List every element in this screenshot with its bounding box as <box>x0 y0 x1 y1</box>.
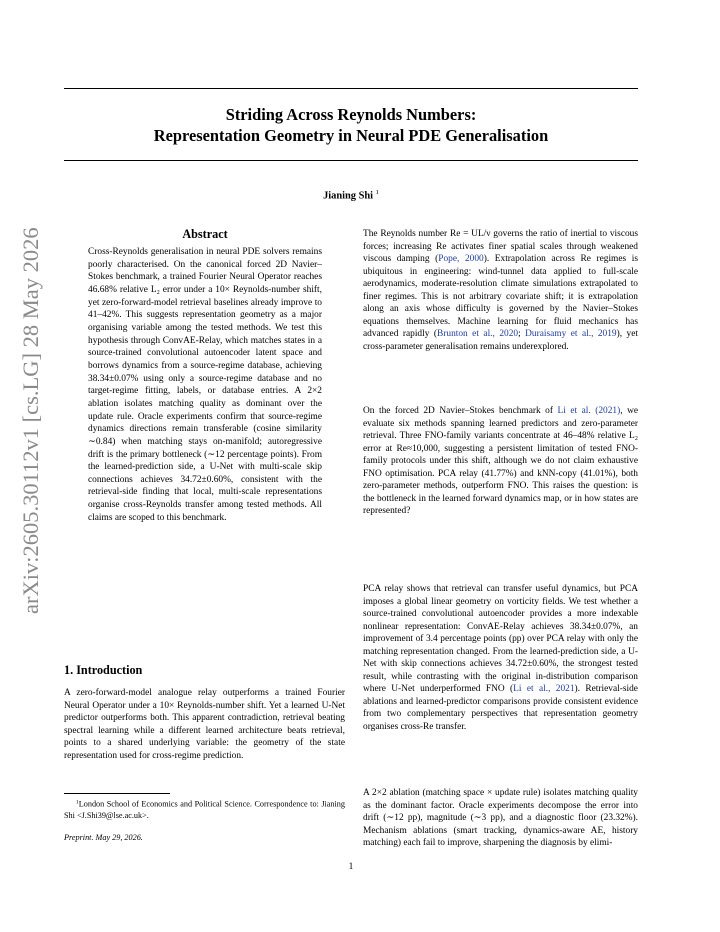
introduction-heading: 1. Introduction <box>64 663 143 677</box>
paragraph-text: PCA relay shows that retrieval can transfer useful dynamics, but PCA imposes a global linear geometry on vorticity fields. We test whether a source-trained convolutional autoencoder provides a more indexable nonlinear representation: ConvAE-Relay achieves 38.34±0.07%, an improvement of 3.4 percentage points (pp) over PCA relay with only the matching representation changed. From the learned-prediction side, a U-Net with skip connections achieves 34.72±0.60%, the strongest tested result, while contrasting with the original in-distribution comparison where U-Net underperformed FNO ( <box>363 584 638 695</box>
abstract-heading: Abstract <box>182 227 228 241</box>
paragraph-text: On the forced 2D Navier–Stokes benchmark of <box>363 406 558 416</box>
title-line-1: Striding Across Reynolds Numbers: <box>225 105 477 124</box>
paragraph-text: The Reynolds number Re = UL/ν governs the ratio of inertial to viscous forces; increasing Re activates finer spatial scales through weakened viscous damping ( <box>363 229 638 265</box>
paragraph-text: ). Extrapolation across Re regimes is ubiquitous in engineering: wind-tunnel data applied to full-scale aerodynamics, moderate-resolution climate simulations extrapolated to finer regimes. This is not arbitrary covariate shift; it is extrapolation along an axis whose difficulty is governed by the Navier–Stokes equations themselves. Machine learning for fluid mechanics has advanced rapidly ( <box>363 254 639 340</box>
introduction-paragraph-2 <box>363 405 638 518</box>
paragraph-text: ). Retrieval-side ablations and learned-predictor comparisons provide consistent evidence from two complementary perspectives that representation geometry organises cross-Re transfer. <box>363 684 638 733</box>
footnote-rule <box>64 793 170 794</box>
citation-link[interactable]: Pope, 2000 <box>438 254 484 265</box>
author-line <box>64 189 638 201</box>
title-bottom-rule <box>64 160 638 161</box>
page-number: 1 <box>348 862 354 872</box>
footnote-text: London School of Economics and Political Science. Correspondence to: Jianing Shi <J.Shi39@lse.ac.uk>. <box>64 799 345 820</box>
paragraph-text: ), yet cross-parameter generalisation remains underexplored. <box>363 329 639 352</box>
author-name: Jianing Shi <box>323 190 374 202</box>
introduction-paragraph-3 <box>363 583 638 734</box>
citation-link[interactable]: Li et al., 2021 <box>513 684 575 695</box>
footnote <box>64 797 345 821</box>
preprint-note: Preprint. May 29, 2026. <box>64 833 143 842</box>
footnote-mark: 1 <box>76 799 79 805</box>
paper-title <box>64 104 638 146</box>
introduction-paragraph-1 <box>363 228 638 353</box>
citation-link[interactable]: Duraisamy et al., 2019 <box>525 329 617 340</box>
author-affiliation-mark: 1 <box>375 189 379 196</box>
abstract-body: Cross-Reynolds generalisation in neural PDE solvers remains poorly characterised. On the canonical forced 2D Navier–Stokes benchmark, a trained Fourier Neural Operator reaches 46.68% relative L₂ error under a 10× Reynolds-number shift, yet zero-forward-model retrieval baselines already improve to 41–42%. This suggests representation geometry as a major organising variable among the tested methods. We test this hypothesis through ConvAE-Relay, which matches states in a source-trained convolutional autoencoder latent space and borrows dynamics from a source-regime database, achieving 38.34±0.07% using only a source-regime database and no target-regime fitting, labels, or database entries. A 2×2 ablation isolates matching quality as dominant over the update rule. Oracle experiments confirm that source-regime dynamics directions remain transferable (cosine similarity ∼0.84) when matching stays on-manifold; autoregressive drift is the primary bottleneck (∼12 percentage points). From the learned-prediction side, a U-Net with multi-scale skip connections achieves 34.72±0.60%, consistent with the retrieval-side finding that local, multi-scale representations organise cross-Reynolds transfer among tested methods. All claims are scoped to this benchmark. <box>88 247 322 523</box>
citation-link[interactable]: Brunton et al., 2020 <box>437 329 519 340</box>
paragraph-text: , we evaluate six methods spanning learned predictors and zero-parameter retrieval. Three FNO-family variants concentrate at 46–48% relative L₂ error at Re≈10,000, suggesting a persistent limitation of tested FNO-family protocols under this shift, although we do not claim exhaustive FNO optimisation. PCA relay (41.77%) and kNN-copy (41.01%), both zero-parameter methods, outperform FNO. This raises the question: is the bottleneck in the learned forward dynamics map, or in how states are represented? <box>363 406 638 517</box>
introduction-paragraph-4: A 2×2 ablation (matching space × update rule) isolates matching quality as the dominant factor. Oracle experiments decompose the error into drift (∼12 pp), magnitude (∼3 pp), and a diagnostic floor (23.32%). Mechanism ablations (smart tracking, dynamics-aware AE, history matching) each fail to improve, sharpening the diagnosis by elimi- <box>363 788 638 849</box>
title-top-rule <box>64 88 638 89</box>
arxiv-identifier-stamp: arXiv:2605.30112v1 [cs.LG] 28 May 2026 <box>18 227 43 614</box>
title-line-2: Representation Geometry in Neural PDE Generalisation <box>153 126 549 145</box>
paragraph-text: ; <box>518 329 526 340</box>
introduction-paragraph-left: A zero-forward-model analogue relay outperforms a trained Fourier Neural Operator under a 10× Reynolds-number shift. Yet a learned U-Net predictor outperforms both. This apparent contradiction, retrieval beating spectral learning while a different learned architecture beats retrieval, points to a shared underlying variable: the geometry of the state representation used for cross-regime prediction. <box>64 688 345 761</box>
citation-link[interactable]: Li et al. (2021) <box>557 406 621 416</box>
